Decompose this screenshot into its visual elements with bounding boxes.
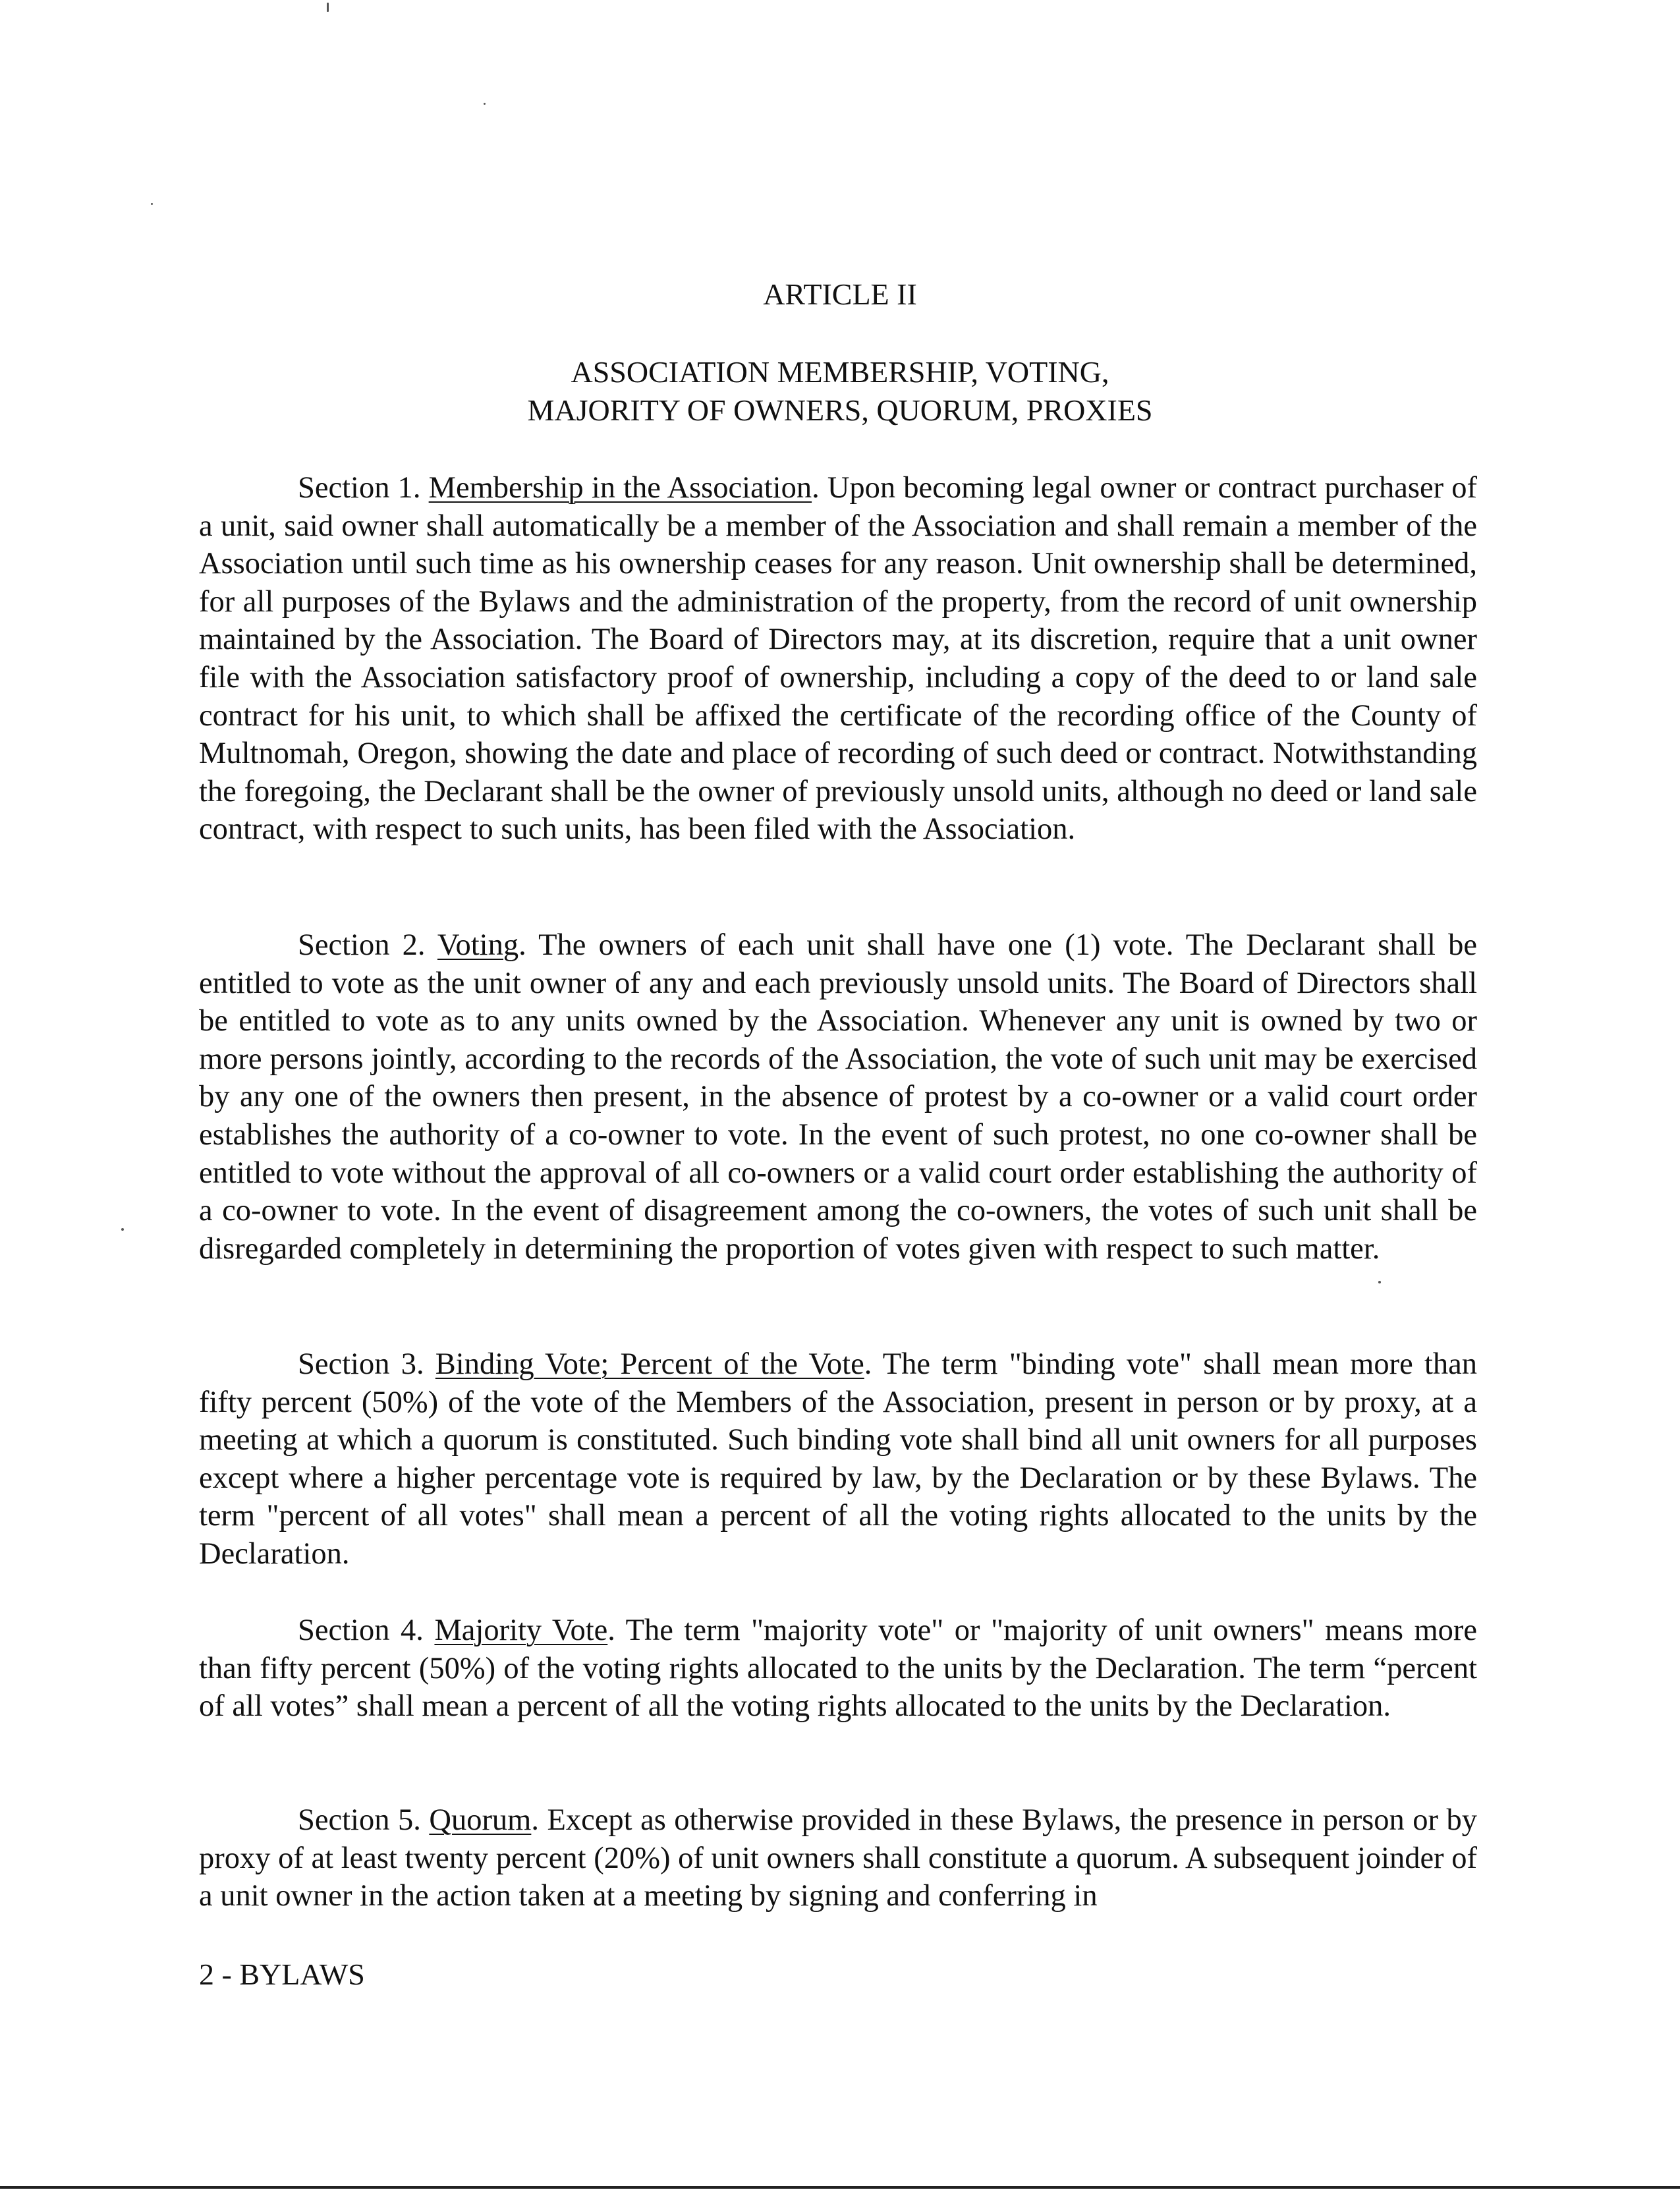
section-title: Quorum bbox=[429, 1803, 532, 1837]
section-quorum bbox=[199, 1801, 1477, 1915]
section-number: Section 1. bbox=[298, 471, 429, 505]
section-title: Binding Vote; Percent of the Vote bbox=[435, 1347, 864, 1381]
section-title: Voting bbox=[437, 928, 519, 962]
bottom-edge-rule bbox=[0, 2186, 1680, 2189]
article-subtitle bbox=[0, 353, 1680, 430]
scan-speck bbox=[121, 1228, 124, 1231]
scan-speck bbox=[484, 103, 486, 105]
article-subtitle-line-2: MAJORITY OF OWNERS, QUORUM, PROXIES bbox=[527, 393, 1153, 427]
scan-speck bbox=[1378, 1281, 1381, 1283]
article-title: ARTICLE II bbox=[763, 277, 917, 311]
section-majority-vote bbox=[199, 1612, 1477, 1726]
section-body: . Upon becoming legal owner or contract purchaser of a unit, said owner shall automatically be a member of the Association and shall remain a member of the Association until such time as his ownership ceases for any reason. Unit ownership shall be determined, for all purposes of the Bylaws and the administration of the property, from the record of unit ownership maintained by the Association. The Board of Directors may, at its discretion, require that a unit owner file with the Association satisfactory proof of ownership, including a copy of the deed to or land sale contract for his unit, to which shall be affixed the certificate of the recording office of the County of Multnomah, Oregon, showing the date and place of recording of such deed or contract. Notwithstanding the foregoing, the Declarant shall be the owner of previously unsold units, although no deed or land sale contract, with respect to such units, has been filed with the Association. bbox=[199, 471, 1478, 847]
section-voting bbox=[199, 926, 1477, 1268]
section-body: . The owners of each unit shall have one (1) vote. The Declarant shall be entitled to vote as the unit owner of any and each previously unsold units. The Board of Directors shall be entitled to vote as to any units owned by the Association. Whenever any unit is owned by two or more persons jointly, according to the records of the Association, the vote of such unit may be exercised by any one of the owners then present, in the absence of protest by a co-owner or a valid court order establishes the authority of a co-owner to vote. In the event of such protest, no one co-owner shall be entitled to vote without the approval of all co-owners or a valid court order establishing the authority of a co-owner to vote. In the event of disagreement among the co-owners, the votes of such unit shall be disregarded completely in determining the proportion of votes given with respect to such matter. bbox=[199, 928, 1478, 1266]
section-number: Section 4. bbox=[298, 1614, 435, 1647]
section-binding-vote bbox=[199, 1345, 1477, 1573]
section-body: . The term "majority vote" or "majority of unit owners" means more than fifty percent (50%) of the voting rights allocated to the units by the Declaration. The term “percent of all votes” shall mean a percent of all the voting rights allocated to the units by the Declaration. bbox=[199, 1614, 1477, 1724]
section-body: . The term "binding vote" shall mean more than fifty percent (50%) of the vote of the Members of the Association, present in person or by proxy, at a meeting at which a quorum is constituted. Such binding vote shall bind all unit owners for all purposes except where a higher percentage vote is required by law, by the Declaration or by these Bylaws. The term "percent of all votes" shall mean a percent of all the voting rights allocated to the units by the Declaration. bbox=[199, 1347, 1478, 1571]
section-number: Section 2. bbox=[298, 928, 437, 962]
section-title: Membership in the Association bbox=[428, 471, 812, 505]
section-title: Majority Vote bbox=[434, 1614, 608, 1647]
section-body: . Except as otherwise provided in these Bylaws, the presence in person or by proxy of at least twenty percent (20%) of unit owners shall constitute a quorum. A subsequent joinder of a unit owner in the action taken at a meeting by signing and conferring in bbox=[199, 1803, 1478, 1913]
article-subtitle-line-1: ASSOCIATION MEMBERSHIP, VOTING, bbox=[571, 355, 1109, 389]
section-number: Section 5. bbox=[298, 1803, 430, 1837]
scan-speck bbox=[327, 3, 329, 12]
section-membership bbox=[199, 469, 1477, 849]
section-number: Section 3. bbox=[298, 1347, 435, 1381]
scan-speck bbox=[151, 203, 153, 205]
page-footer: 2 - BYLAWS bbox=[199, 1957, 365, 1991]
